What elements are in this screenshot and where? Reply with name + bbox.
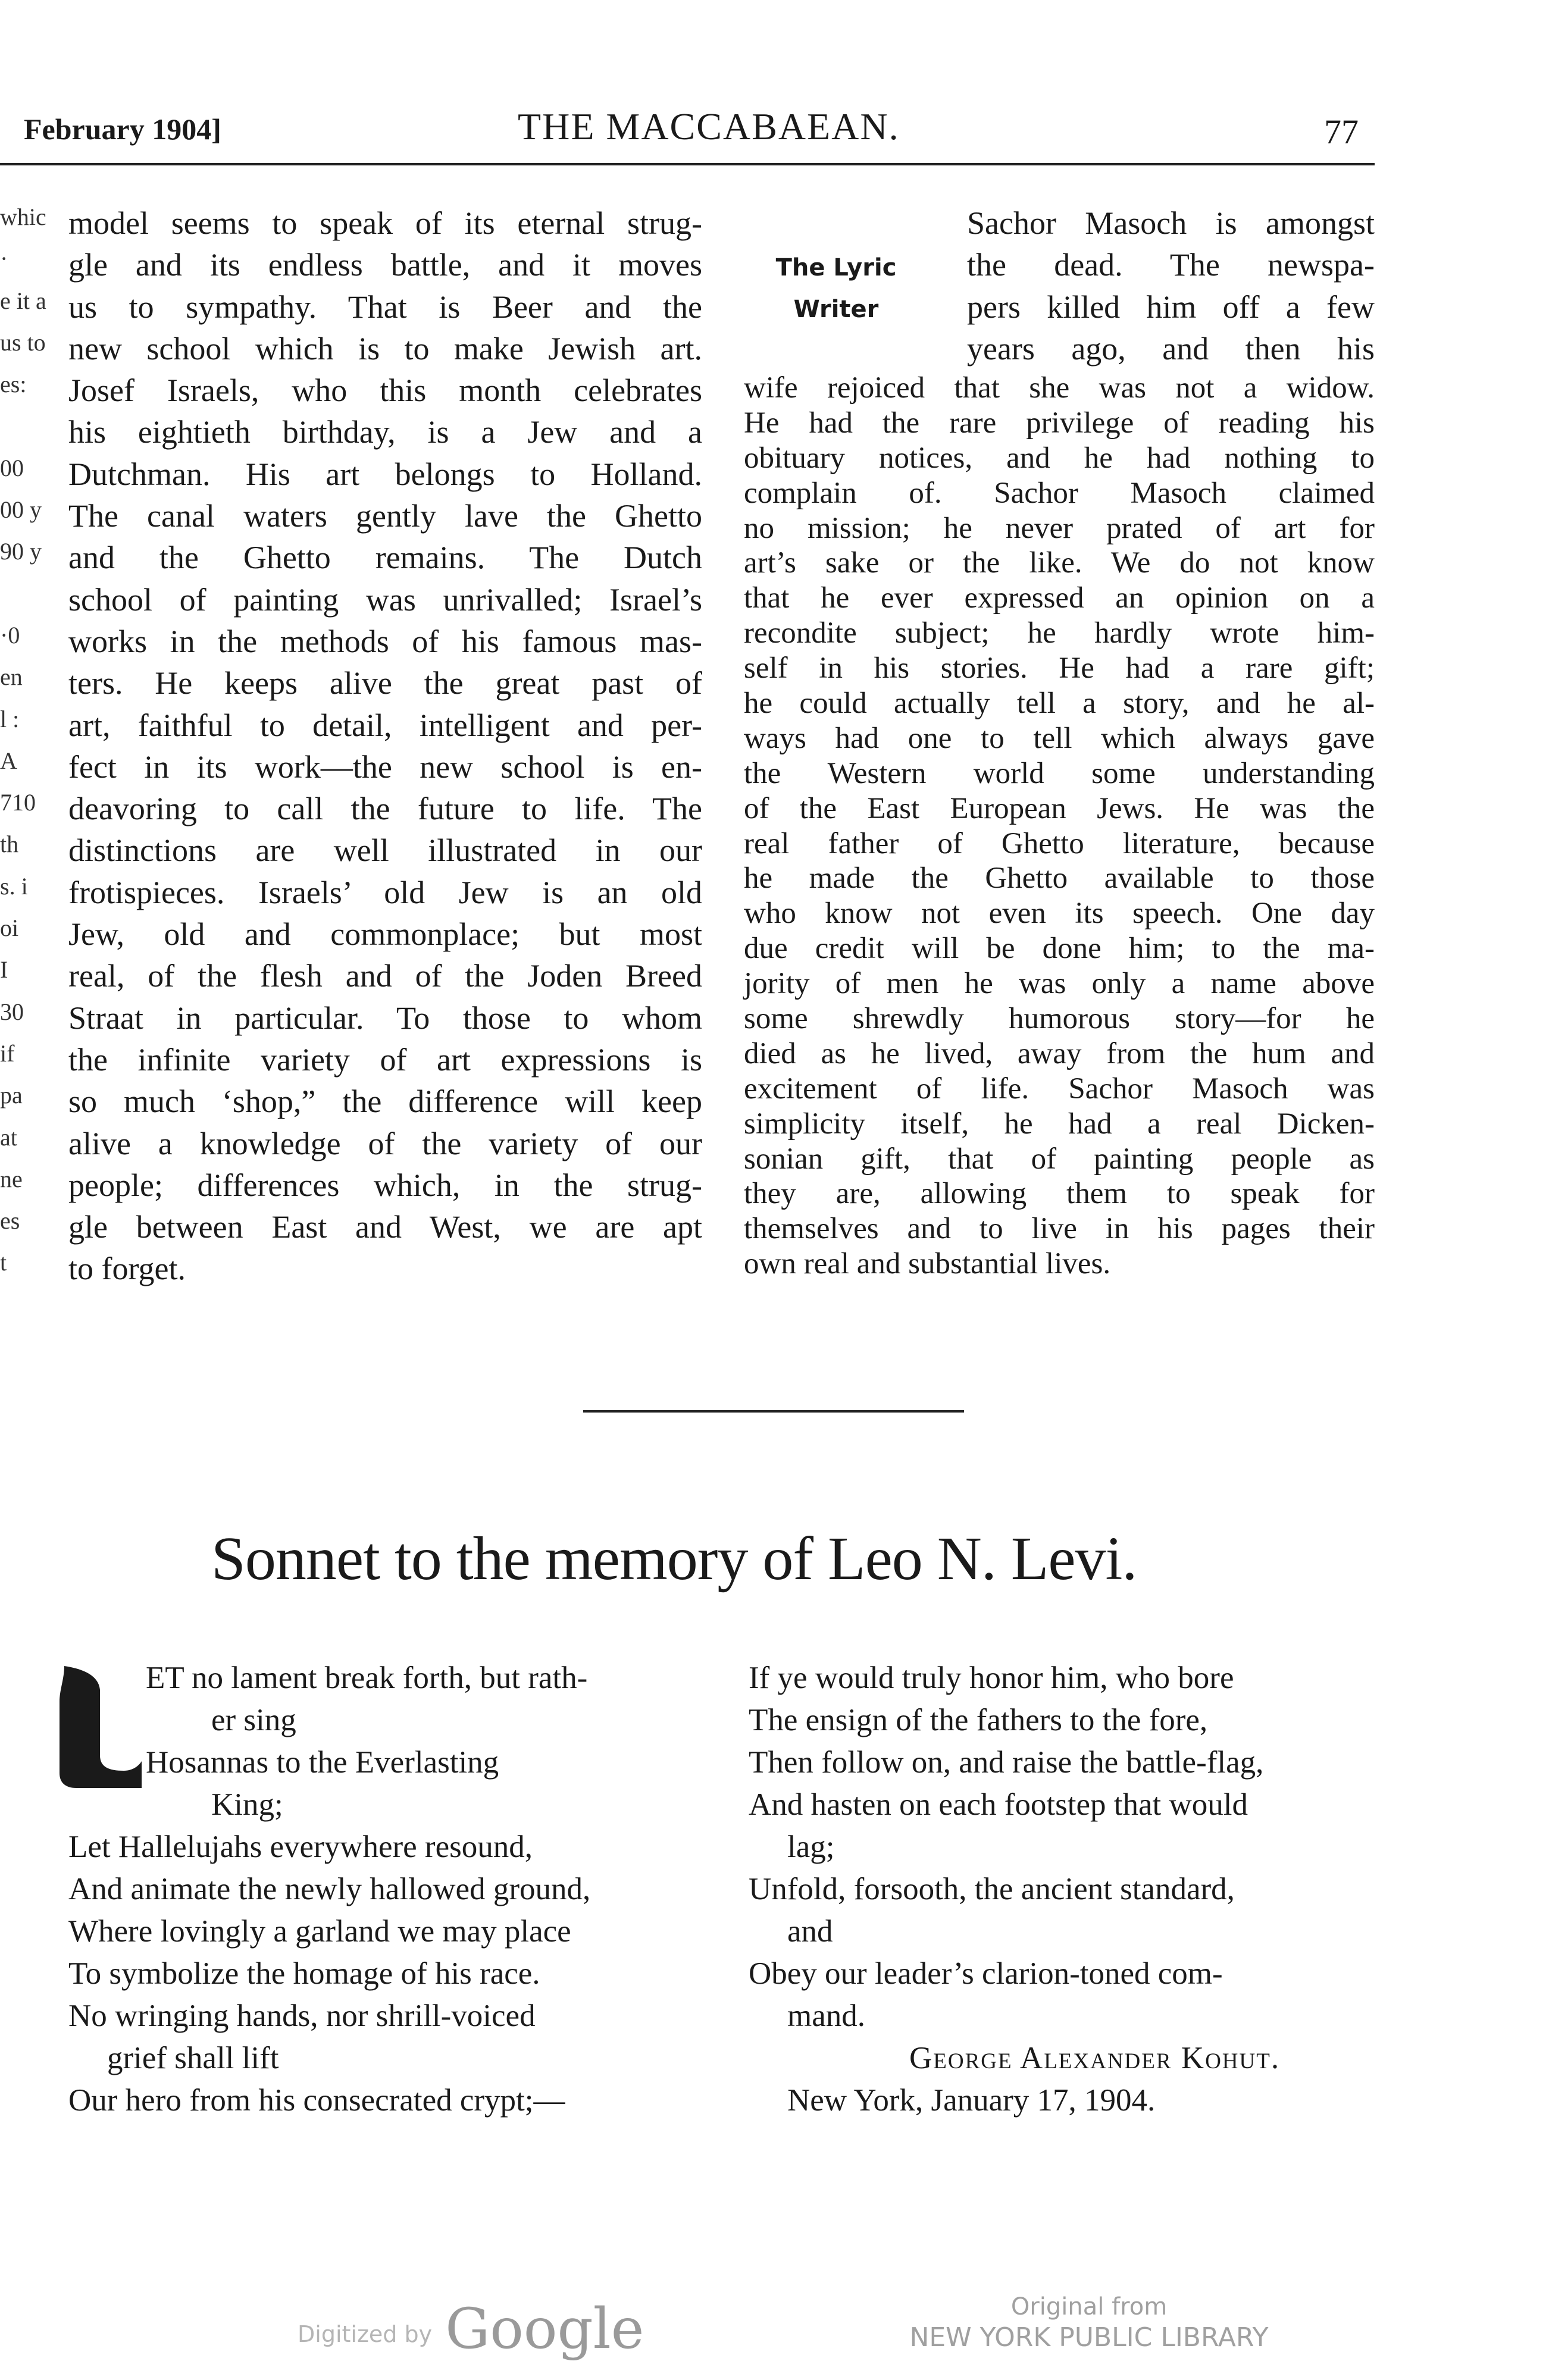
gutter-fragment: t	[0, 1249, 7, 1276]
gutter-fragment	[0, 405, 57, 447]
section-divider	[583, 1410, 964, 1413]
verse-line: The ensign of the fathers to the fore,	[749, 1703, 1208, 1737]
article-line: who know not even its speech. One day	[744, 897, 1375, 931]
verse-line: grief shall lift	[107, 2041, 279, 2075]
margin-note-line-2: Writer	[793, 296, 879, 323]
article-line: of the East European Jews. He was the	[744, 791, 1375, 825]
article-line: school of painting was unrivalled; Israel’s	[68, 581, 702, 618]
article-line: Straat in particular. To those to whom	[68, 1000, 702, 1036]
article-line: Sachor Masoch is amongst	[967, 205, 1375, 241]
verse-line: If ye would truly honor him, who bore	[749, 1661, 1234, 1695]
gutter-fragment	[0, 573, 57, 615]
right-article-column	[744, 371, 1375, 1282]
article-line: distinctions are well illustrated in our	[68, 832, 702, 869]
article-line: complain of. Sachor Masoch claimed	[744, 476, 1375, 510]
article-line: died as he lived, away from the hum and	[744, 1036, 1375, 1070]
article-line: ways had one to tell which always gave	[744, 721, 1375, 755]
article-line: and the Ghetto remains. The Dutch	[68, 540, 702, 576]
article-line: gle between East and West, we are apt	[68, 1209, 702, 1245]
verse-line: Let Hallelujahs everywhere resound,	[68, 1830, 533, 1864]
dateline: New York, January 17, 1904.	[787, 2083, 1156, 2118]
article-line: frotispieces. Israels’ old Jew is an old	[68, 874, 702, 910]
verse-line: King;	[211, 1787, 283, 1822]
article-line: he could actually tell a story, and he al-	[744, 687, 1375, 721]
article-line: so much ‘shop,” the difference will keep	[68, 1083, 702, 1120]
original-from-text: Original from	[1010, 2293, 1168, 2320]
article-line: Josef Israels, who this month celebrates	[68, 372, 702, 409]
sonnet-title: Sonnet to the memory of Leo N. Levi.	[211, 1524, 1137, 1593]
verse-line: And hasten on each footstep that would	[749, 1787, 1248, 1822]
gutter-fragment: ·	[0, 245, 8, 273]
gutter-fragment: 00	[0, 454, 24, 481]
header-rule	[0, 163, 1375, 165]
gutter-fragment: l :	[0, 705, 20, 732]
article-line: real father of Ghetto literature, because	[744, 826, 1375, 860]
gutter-fragment: 00 y	[0, 496, 42, 524]
verse-line: Where lovingly a garland we may place	[68, 1914, 571, 1949]
sonnet-left-column	[68, 1657, 720, 2122]
digitized-by-watermark	[298, 2297, 644, 2362]
right-article-top-lines	[967, 202, 1375, 369]
gutter-fragments	[0, 196, 57, 1284]
gutter-fragment: us to	[0, 328, 46, 356]
article-line: art, faithful to detail, intelligent and per-	[68, 707, 702, 743]
gutter-fragment: whic	[0, 203, 46, 230]
article-line: jority of men he was only a name above	[744, 967, 1375, 1001]
gutter-fragment: es:	[0, 371, 27, 398]
left-article-column	[68, 202, 702, 1290]
article-line: pers killed him off a few	[967, 289, 1375, 325]
verse-line: Obey our leader’s clarion-toned com-	[749, 1956, 1223, 1991]
article-line: model seems to speak of its eternal strug-	[68, 205, 702, 241]
gutter-fragment: at	[0, 1123, 17, 1151]
article-line: real, of the flesh and of the Joden Breed	[68, 958, 702, 994]
verse-line: ET no lament break forth, but rath-	[146, 1661, 588, 1695]
article-line: alive a knowledge of the variety of our	[68, 1125, 702, 1161]
header-date: February 1904]	[24, 112, 221, 146]
gutter-fragment: pa	[0, 1082, 23, 1109]
article-line: sonian gift, that of painting people as	[744, 1142, 1375, 1176]
article-line: ters. He keeps alive the great past of	[68, 665, 702, 702]
article-line: simplicity itself, he had a real Dicken-	[744, 1107, 1375, 1141]
verse-line: And animate the newly hallowed ground,	[68, 1872, 591, 1906]
article-line: fect in its work—the new school is en-	[68, 749, 702, 785]
article-line: themselves and to live in his pages their	[744, 1212, 1375, 1246]
verse-line: To symbolize the homage of his race.	[68, 1956, 540, 1991]
article-line: the Western world some understanding	[744, 756, 1375, 790]
article-line: new school which is to make Jewish art.	[68, 330, 702, 367]
verse-line: mand.	[787, 1999, 865, 2033]
verse-line: No wringing hands, nor shrill-voiced	[68, 1999, 536, 2033]
margin-note-line-1: The Lyric	[775, 254, 897, 281]
article-line: The canal waters gently lave the Ghetto	[68, 498, 702, 534]
article-line: that he ever expressed an opinion on a	[744, 581, 1375, 615]
article-line: Jew, old and commonplace; but most	[68, 916, 702, 953]
article-line: the dead. The newspa-	[967, 247, 1375, 283]
article-line: self in his stories. He had a rare gift;	[744, 652, 1375, 685]
gutter-fragment: e it a	[0, 287, 46, 314]
article-line: gle and its endless battle, and it moves	[68, 247, 702, 283]
article-line: years ago, and then his	[967, 330, 1375, 367]
gutter-fragment: 90 y	[0, 538, 42, 565]
article-line: he made the Ghetto available to those	[744, 862, 1375, 895]
signature: George Alexander Kohut.	[909, 2041, 1281, 2075]
article-line: deavoring to call the future to life. The	[68, 791, 702, 827]
gutter-fragment: ·0	[0, 621, 20, 649]
gutter-fragment: if	[0, 1039, 15, 1067]
google-logo: Google	[445, 2297, 644, 2362]
verse-line: Then follow on, and raise the battle-flag,	[749, 1745, 1264, 1780]
verse-line: and	[787, 1914, 833, 1949]
gutter-fragment: 710	[0, 789, 36, 816]
article-line: people; differences which, in the strug-	[68, 1167, 702, 1203]
article-line: us to sympathy. That is Beer and the	[68, 289, 702, 325]
sonnet-right-column	[749, 1657, 1382, 2122]
article-line: they are, allowing them to speak for	[744, 1177, 1375, 1211]
article-line: He had the rare privilege of reading his	[744, 406, 1375, 440]
library-name: NEW YORK PUBLIC LIBRARY	[909, 2322, 1269, 2353]
gutter-fragment: s. i	[0, 872, 28, 900]
article-line: works in the methods of his famous mas-	[68, 623, 702, 659]
article-line: due credit will be done him; to the ma-	[744, 932, 1375, 966]
digitized-by-text: Digitized by	[298, 2321, 433, 2347]
article-line: excitement of life. Sachor Masoch was	[744, 1072, 1375, 1106]
article-line: obituary notices, and he had nothing to	[744, 441, 1375, 475]
gutter-fragment: es	[0, 1207, 20, 1235]
verse-line: Hosannas to the Everlasting	[146, 1745, 499, 1780]
page-number: 77	[1324, 112, 1359, 151]
article-line: wife rejoiced that she was not a widow.	[744, 371, 1375, 405]
gutter-fragment: th	[0, 831, 19, 858]
article-line: Dutchman. His art belongs to Holland.	[68, 456, 702, 492]
gutter-fragment: oi	[0, 915, 19, 942]
original-from-watermark	[905, 2292, 1273, 2354]
verse-line: er sing	[211, 1703, 296, 1737]
gutter-fragment: en	[0, 663, 23, 691]
verse-line: Our hero from his consecrated crypt;—	[68, 2083, 565, 2118]
gutter-fragment: I	[0, 956, 8, 984]
article-line: to forget.	[68, 1251, 186, 1287]
journal-title: THE MACCABAEAN.	[518, 105, 900, 148]
article-line: some shrewdly humorous story—for he	[744, 1002, 1375, 1036]
verse-line: Unfold, forsooth, the ancient standard,	[749, 1872, 1235, 1906]
article-line: own real and substantial lives.	[744, 1247, 1111, 1281]
margin-note	[768, 247, 905, 330]
article-line: the infinite variety of art expressions is	[68, 1041, 702, 1078]
gutter-fragment: 30	[0, 998, 24, 1025]
gutter-fragment: A	[0, 747, 17, 774]
verse-line: lag;	[787, 1830, 835, 1864]
article-line: his eightieth birthday, is a Jew and a	[68, 414, 702, 450]
article-line: no mission; he never prated of art for	[744, 511, 1375, 545]
article-line: recondite subject; he hardly wrote him-	[744, 616, 1375, 650]
gutter-fragment: ne	[0, 1165, 23, 1192]
article-line: art’s sake or the like. We do not know	[744, 546, 1375, 580]
